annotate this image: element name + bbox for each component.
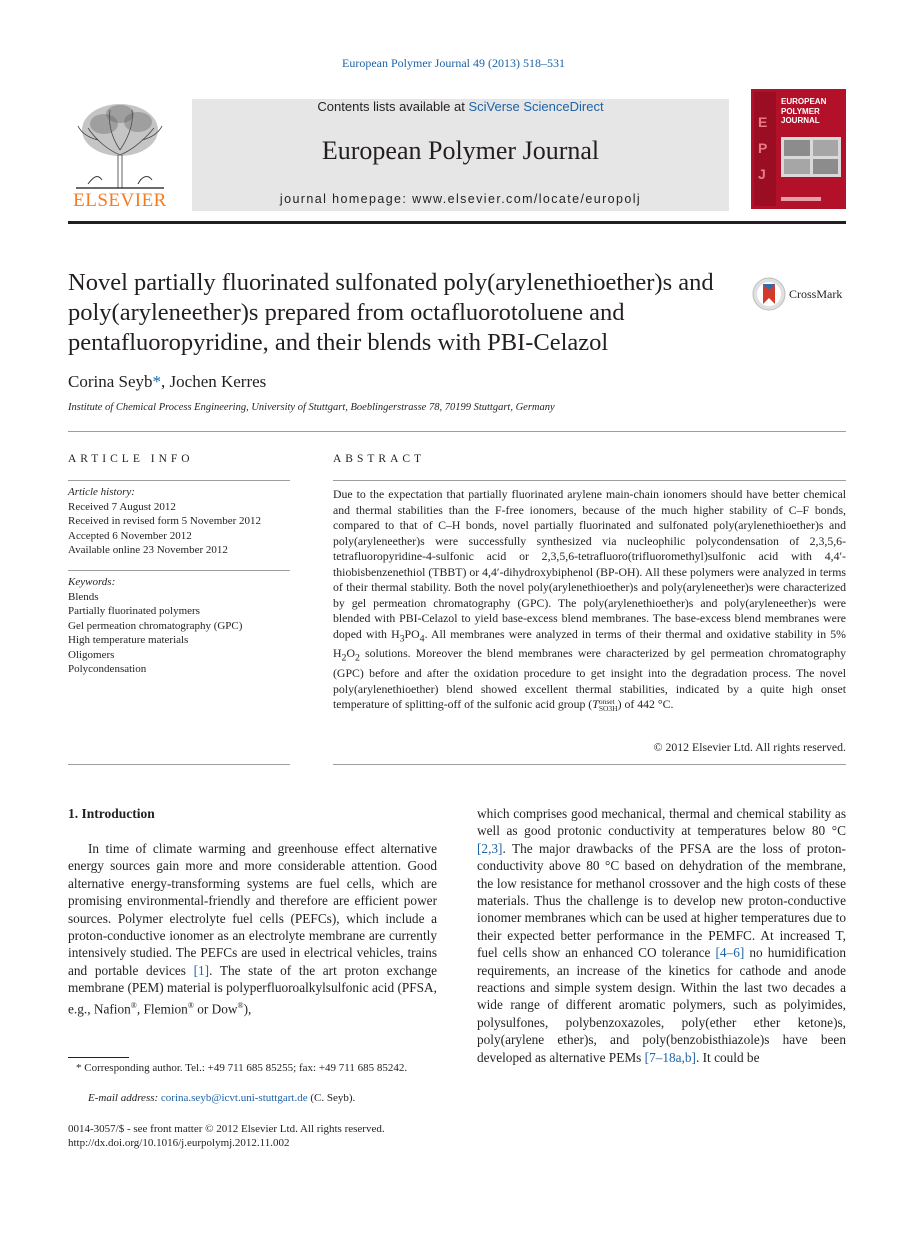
keyword-item: Oligomers xyxy=(68,648,115,661)
crossmark-label: CrossMark xyxy=(789,287,843,301)
introduction-heading: 1. Introduction xyxy=(68,806,155,821)
intro-text: . It could be xyxy=(695,1049,760,1065)
registered-mark: ® xyxy=(187,1000,194,1010)
keywords-label: Keywords: xyxy=(68,576,116,588)
history-label: Article history: xyxy=(68,486,135,498)
history-revised: Received in revised form 5 November 2012 xyxy=(68,515,262,527)
keyword-item: Gel permeation chromatography (GPC) xyxy=(68,619,243,632)
crossmark-icon xyxy=(751,276,787,312)
article-info-heading: ARTICLE INFO xyxy=(68,453,194,465)
abstract-copyright: © 2012 Elsevier Ltd. All rights reserved. xyxy=(653,740,846,754)
keyword-item: Partially fluorinated polymers xyxy=(68,605,200,617)
affiliation: Institute of Chemical Process Engineering, University of Stuttgart, Boeblingerstrasse 78, 70199 Stuttgart, Germany xyxy=(68,402,555,413)
abstract-divider xyxy=(333,480,846,481)
cover-letter-p: P xyxy=(758,140,768,156)
issn-line: 0014-3057/$ - see front matter © 2012 Elsevier Ltd. All rights reserved. xyxy=(68,1123,385,1135)
email-label: E-mail address: xyxy=(88,1092,161,1104)
subscript: SO3H xyxy=(598,704,618,714)
cover-title-line-3: JOURNAL xyxy=(781,116,820,125)
cover-letter-e: E xyxy=(758,114,768,130)
abstract-text-b: PO xyxy=(404,626,420,641)
registered-mark: ® xyxy=(237,1000,244,1010)
registered-mark: ® xyxy=(130,1000,137,1010)
journal-homepage[interactable]: journal homepage: www.elsevier.com/locate/europolj xyxy=(279,192,642,206)
intro-text: . The state of the art proton exchange membrane (PEM) material is polyperfluoroalkylsulfonic acid (PFSA, e.g., Nafion xyxy=(68,962,438,1017)
sciencedirect-link[interactable]: SciVerse ScienceDirect xyxy=(468,99,604,114)
journal-cover-image xyxy=(751,89,846,209)
affiliation-divider xyxy=(68,431,846,432)
keyword-item: Polycondensation xyxy=(68,663,147,675)
journal-name: European Polymer Journal xyxy=(321,136,600,165)
author-list xyxy=(68,372,266,392)
keyword-item: Blends xyxy=(68,590,99,603)
subscript: 2 xyxy=(341,652,347,664)
superscript: onset xyxy=(598,697,615,707)
email-suffix: (C. Seyb). xyxy=(307,1092,356,1104)
subscript: 4 xyxy=(419,632,425,644)
t-onset-scripts xyxy=(599,698,618,712)
article-info-bottom-divider xyxy=(68,764,290,765)
subscript: 2 xyxy=(354,652,360,664)
intro-text: . The major drawbacks of the PFSA are the loss of proton-conductivity above 80 °C based on dehydration of the membrane, the low resistance for methanol crossover and the high costs of these materials. Thus the challenge is to develop new proton-conductive ionomer membranes which can be used at higher temperatures due to their expected better performance in the PEMFC. At increased T, fuel cells show an enhanced CO tolerance xyxy=(477,840,846,961)
abstract-text-f: ) of 442 °C. xyxy=(617,697,674,712)
elsevier-logo xyxy=(68,100,172,212)
footnote-divider xyxy=(68,1057,129,1058)
elsevier-wordmark: ELSEVIER xyxy=(73,190,167,211)
abstract-body xyxy=(333,487,846,713)
keywords-divider xyxy=(68,570,290,571)
corresponding-author-marker[interactable]: * xyxy=(152,372,162,391)
abstract-heading: ABSTRACT xyxy=(333,453,426,465)
doi-link[interactable]: http://dx.doi.org/10.1016/j.eurpolymj.2012.11.002 xyxy=(68,1137,290,1149)
keyword-item: High temperature materials xyxy=(68,634,189,646)
history-online: Available online 23 November 2012 xyxy=(68,544,228,556)
citation-link[interactable]: [4–6] xyxy=(715,945,745,961)
abstract-text-c: . All membranes were analyzed in terms of their thermal and oxidative stability in 5% H xyxy=(333,626,846,661)
corresponding-author-note: * Corresponding author. Tel.: +49 711 685 85255; fax: +49 711 685 85242. xyxy=(76,1062,408,1074)
introduction-right-column xyxy=(477,805,846,1066)
contents-prefix: Contents lists available at xyxy=(317,99,469,114)
cover-title-line-1: EUROPEAN xyxy=(781,97,827,106)
article-title: Novel partially fluorinated sulfonated poly(arylenethioether)s and poly(aryleneether)s prepared from octafluorotoluene and pentafluoropyridine, and their blends with PBI-Celazol xyxy=(68,269,714,356)
intro-text: ), xyxy=(243,1001,252,1017)
article-history xyxy=(68,485,261,558)
abstract-text-d: O xyxy=(346,646,355,661)
author-seyb[interactable]: Corina Seyb xyxy=(68,372,153,391)
intro-text: or Dow xyxy=(193,1001,238,1017)
article-info-divider xyxy=(68,480,290,481)
subscript: 3 xyxy=(399,632,405,644)
journal-citation-link[interactable]: European Polymer Journal 49 (2013) 518–531 xyxy=(342,56,565,70)
abstract-bottom-divider xyxy=(333,764,846,765)
author-kerres[interactable]: , Jochen Kerres xyxy=(161,372,267,391)
citation-link[interactable]: [7–18a,b] xyxy=(644,1049,696,1065)
email-link[interactable]: corina.seyb@icvt.uni-stuttgart.de xyxy=(160,1092,308,1104)
citation-link[interactable]: [2,3] xyxy=(477,840,503,856)
contents-line xyxy=(192,99,729,114)
citation-link[interactable]: [1] xyxy=(193,962,210,978)
abstract-text-e: solutions. Moreover the blend membranes were characterized by gel permeation chromatography (GPC) before and after the oxidation procedure to get insight into the degradation process. The novel poly(arylenethioether) blend showed excellent thermal stabilities, indicated by a quite high onset temperature of splitting-off of the sulfonic acid group ( xyxy=(333,646,846,712)
keywords-list xyxy=(68,575,242,677)
intro-text: which comprises good mechanical, thermal and chemical stability as well as good protonic conductivity at temperatures below 80 °C xyxy=(477,806,846,839)
intro-text: In time of climate warming and greenhouse effect alternative energy sources gain more and more considerable attention. Good alternative energy-transforming systems are fuel cells, which are promising environmental-friendly and therefore are efficient power sources. Polymer electrolyte fuel cells (PEFCs), which include a proton-conductive ionomer as an electrolyte membrane are currently intensively studied. The PEFCs are used in electrical vehicles, trains and portable devices xyxy=(68,841,437,978)
intro-text: no humidification requirements, an increase of the kinetics for cathode and anode reactions and simple system design. Within the last two decades a wide range of different aromatic polymers, such as polyimides, polysulfones, polybenzoxazoles, poly(ether ether ketone)s, poly(arylene ether)s, and poly(benzobisthiazole)s have been developed as alternative PEMs xyxy=(477,945,847,1065)
history-accepted: Accepted 6 November 2012 xyxy=(68,529,192,542)
history-received: Received 7 August 2012 xyxy=(68,500,176,513)
intro-text: , Flemion xyxy=(136,1001,188,1017)
abstract-text-a: Due to the expectation that partially fluorinated arylene main-chain ionomers should have better chemical and thermal stabilities than the F-free ionomers, because of the much higher stability of C–F bonds, compared to that of C–H bonds, novel partially fluorinated and sulfonated poly(arylenethioether)s and poly(aryleneether)s were successfully synthesized via nucleophilic polycondensation of 2,3,5,6-tetrafluoropyridine-4-sulfonic acid or 2,3,5,6-tetrafluoro(trifluoromethyl)sulfonic acid with 4,4′-thiobisbenzenethiol (TBBT) or 4,4′-dihydroxybiphenol (BP-OH). All these polymers were analyzed in terms of their thermal stability. Both the novel poly(arylenethioether)s and poly(aryleneether)s were characterized by gel permeation chromatography (GPC). The poly(arylenethioether)s and poly(aryleneether)s were blended with PBI-Celazol to yield base-excess blend membranes. The base-excess blend membranes were doped with H xyxy=(333,487,846,641)
t-onset-symbol: T xyxy=(592,697,599,712)
email-note xyxy=(68,1091,437,1106)
introduction-left-column xyxy=(68,840,437,1017)
cover-title-line-2: POLYMER xyxy=(781,106,820,116)
header-divider xyxy=(68,221,846,224)
cover-letter-j: J xyxy=(758,166,766,182)
